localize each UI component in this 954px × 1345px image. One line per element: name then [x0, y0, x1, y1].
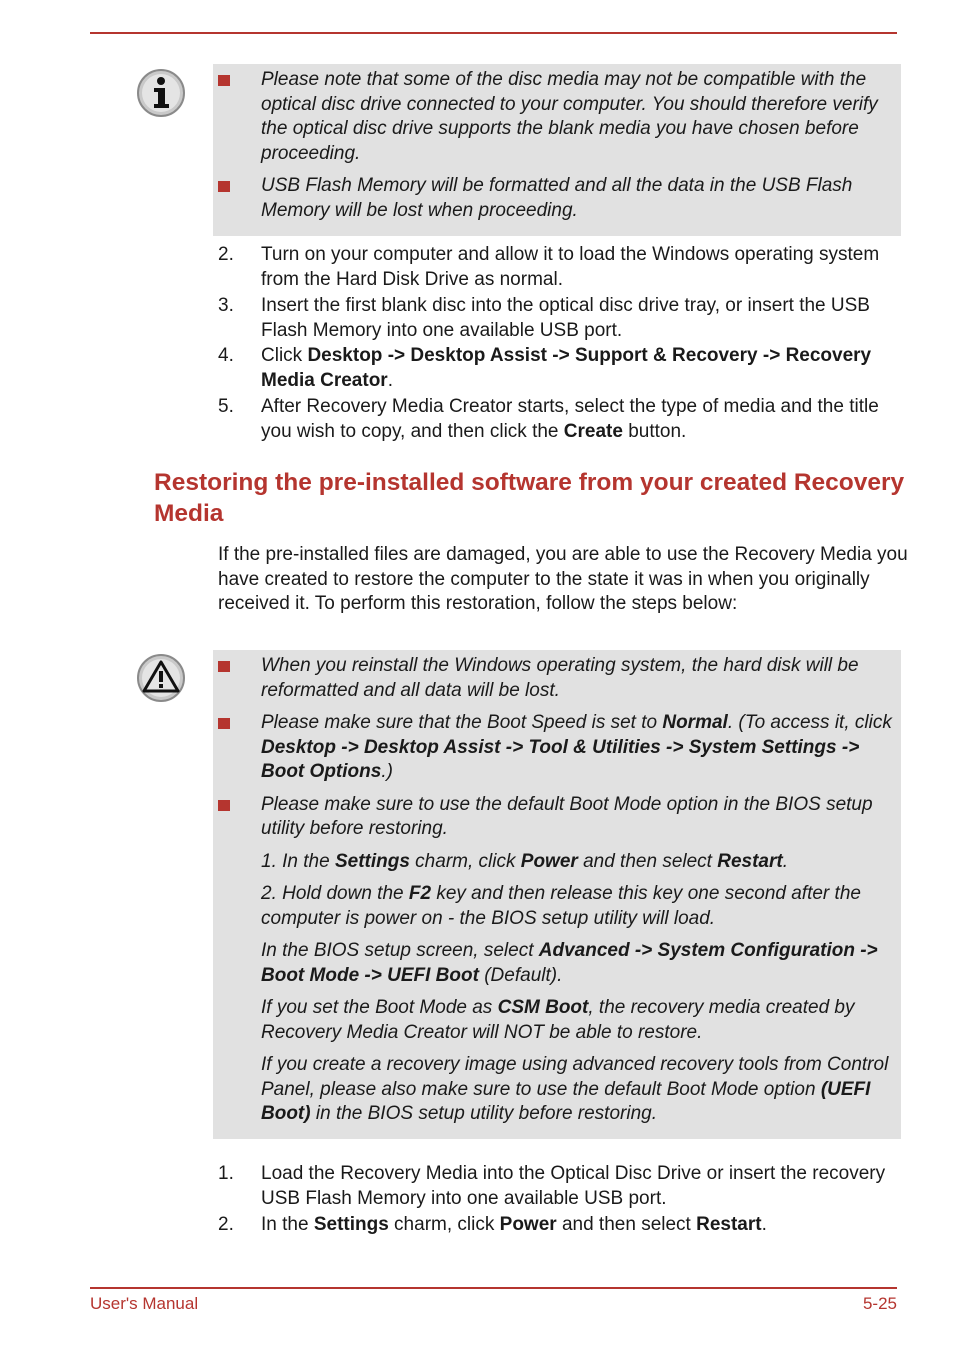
note-bullet: Please make sure that the Boot Speed is set to Normal. (To access it, click Desktop -> Desktop Assist -> Tool & Utilities -> System Settings -> Boot Options.): [261, 711, 895, 785]
steps-list-1: [218, 242, 908, 444]
bottom-rule: [90, 1287, 897, 1289]
note-paragraph: 1. In the Settings charm, click Power and then select Restart.: [261, 850, 788, 872]
top-rule: [90, 32, 897, 34]
list-item: 3. Insert the first blank disc into the optical disc drive tray, or insert the USB Flash Memory into one available USB port.: [218, 294, 870, 341]
note-paragraph: 2. Hold down the F2 key and then release this key one second after the computer is power on - the BIOS setup utility will load.: [261, 883, 861, 929]
note-bullet: Please note that some of the disc media may not be compatible with the optical disc drive connected to your computer. You should therefore verify the optical disc drive supports the blank media you have chosen before proceeding.: [261, 68, 895, 166]
note-paragraph: If you create a recovery image using advanced recovery tools from Control Panel, please also make sure to use the default Boot Mode option (UEFI Boot) in the BIOS setup utility before restoring.: [261, 1054, 889, 1124]
warning-note: [213, 650, 901, 1139]
list-item: 4. Click Desktop -> Desktop Assist -> Support & Recovery -> Recovery Media Creator.: [218, 345, 872, 392]
footer-title: User's Manual: [90, 1294, 199, 1313]
warning-icon: [136, 653, 186, 703]
intro-paragraph: If the pre-installed files are damaged, you are able to use the Recovery Media you have created to restore the computer to the state it was in when you originally received it. To perform this restoration, follow the steps below:: [218, 544, 908, 614]
info-icon: [136, 68, 186, 118]
section-heading: Restoring the pre-installed software from your created Recovery Media: [154, 469, 905, 527]
note-bullet: USB Flash Memory will be formatted and all the data in the USB Flash Memory will be lost when proceeding.: [261, 174, 895, 223]
page-number: 5-25: [862, 1294, 897, 1313]
note-bullet: Please make sure to use the default Boot Mode option in the BIOS setup utility before restoring.: [261, 793, 895, 842]
list-item: 2. In the Settings charm, click Power and then select Restart.: [218, 1213, 767, 1235]
note-bullet: When you reinstall the Windows operating system, the hard disk will be reformatted and all data will be lost.: [261, 654, 895, 703]
note-paragraph: In the BIOS setup screen, select Advanced -> System Configuration -> Boot Mode -> UEFI Boot (Default).: [261, 940, 878, 986]
steps-list-2: [218, 1161, 908, 1237]
list-item: 5. After Recovery Media Creator starts, select the type of media and the title you wish to copy, and then click the Create button.: [218, 395, 879, 443]
list-item: 1. Load the Recovery Media into the Optical Disc Drive or insert the recovery USB Flash Memory into one available USB port.: [218, 1163, 886, 1210]
info-note: [213, 64, 901, 236]
note-paragraph: If you set the Boot Mode as CSM Boot, the recovery media created by Recovery Media Creator will NOT be able to restore.: [261, 997, 855, 1043]
list-item: 2. Turn on your computer and allow it to load the Windows operating system from the Hard Disk Drive as normal.: [218, 244, 880, 291]
